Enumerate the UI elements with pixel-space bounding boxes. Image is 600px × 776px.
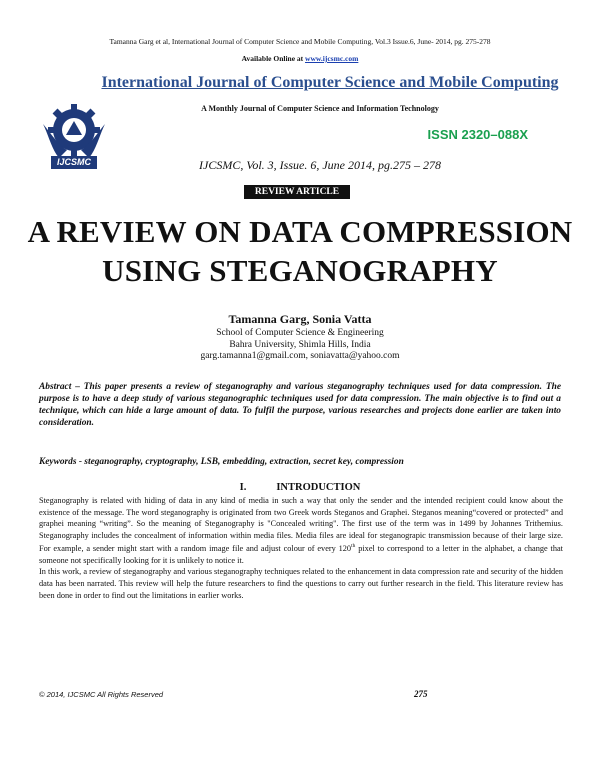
intro-paragraph-1 (39, 495, 563, 566)
affiliation (0, 328, 600, 363)
running-head: Tamanna Garg et al, International Journal of Computer Science and Mobile Computing, Vol.3 Issue.6, June- 2014, pg. 275-278 (109, 37, 491, 46)
issn: ISSN 2320–088X (427, 127, 528, 142)
journal-subtitle: A Monthly Journal of Computer Science and Information Technology (201, 104, 439, 113)
journal-url-link[interactable]: www.ijcsmc.com (305, 54, 359, 63)
paper-title (0, 212, 600, 290)
keywords: Keywords - steganography, cryptography, LSB, embedding, extraction, secret key, compression (39, 457, 404, 467)
logo-text: IJCSMC (56, 157, 91, 167)
availability-line (0, 54, 600, 63)
paper-title-line-1: A REVIEW ON DATA COMPRESSION (27, 214, 573, 249)
authors: Tamanna Garg, Sonia Vatta (228, 312, 372, 326)
intro-paragraph-2: In this work, a review of steganography and various steganography techniques related to the enhancement in data compression rate and security of the hidden data has been narrated. This review will help the future researchers to find the questions to carry out further research in the field. This literature review has been done in order to find out the limitations in earlier works. (39, 567, 563, 600)
available-label: Available Online at (241, 54, 304, 63)
section-number: I. (239, 482, 247, 493)
intro-paragraph-1-end: pixel to correspond to a letter in the alphabet, a change that someone not specifically looking for it is unlikely to notice it. (39, 544, 563, 565)
introduction-body (39, 495, 563, 601)
footer-copyright: © 2014, IJCSMC All Rights Reserved (39, 690, 164, 699)
abstract: Abstract – This paper presents a review of steganography and various steganography techniques used for data compression. The purpose is to have a deep study of various steganographic techniques used for data compression. The main objective is to find out a technique, which can hide a large amount of data. To fulfil the purpose, various researches and projects done earlier are taken into consideration. (39, 382, 561, 428)
page-number: 275 (414, 689, 428, 699)
intro-paragraph-1-text: Steganography is related with hiding of data in any kind of media in such a way that only the sender and the intended recipient could know about the existence of the message. The word steganography is originated from two Greek words Steganos and Graphei. Steganos meaning“covered or protected” and graphei meaning “writing”. So the meaning of Steganography is "Concealed writing". The first use of the term was in 1499 by Johannes Trithemius. Steganography includes the concealment of information within media files. Media files are ideal for steganograpic transmission because of their large size. For example, a sender might start with a random image file and adjust colour of every 120 (39, 496, 563, 554)
section-heading-introduction (0, 482, 600, 493)
section-title: INTRODUCTION (276, 482, 361, 493)
article-type-badge: REVIEW ARTICLE (244, 185, 350, 199)
author-emails: garg.tamanna1@gmail.com, soniavatta@yahoo.com (200, 351, 400, 361)
superscript-th: th (351, 543, 356, 550)
issue-line: IJCSMC, Vol. 3, Issue. 6, June 2014, pg.275 – 278 (199, 158, 441, 172)
affiliation-school: School of Computer Science & Engineering (216, 328, 384, 338)
journal-title: International Journal of Computer Science and Mobile Computing (101, 74, 559, 91)
paper-title-line-2: USING STEGANOGRAPHY (102, 253, 498, 288)
affiliation-university: Bahra University, Shimla Hills, India (229, 339, 371, 350)
